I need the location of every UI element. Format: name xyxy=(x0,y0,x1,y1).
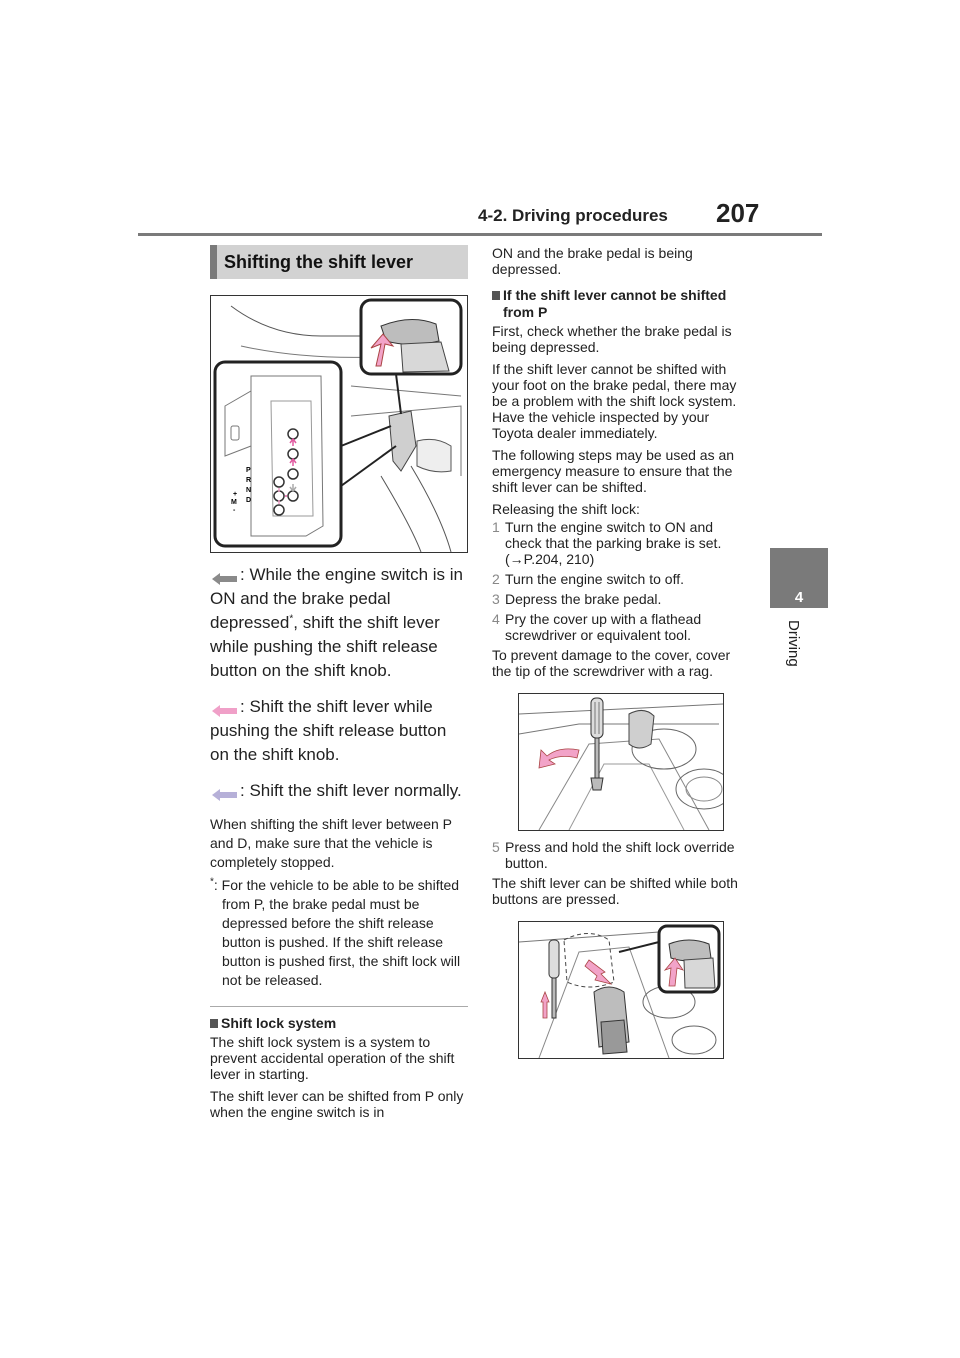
legend-item-pink: : Shift the shift lever while pushing the shift release button on the shift knob. xyxy=(210,697,447,764)
pry-cover-drawing xyxy=(519,694,723,830)
shift-lock-para2-cont: ON and the brake pedal is being depressed. xyxy=(492,245,693,277)
cannot-shift-para1: First, check whether the brake pedal is being depressed. xyxy=(492,323,732,355)
shift-lock-para2: The shift lever can be shifted from P only when the engine switch is in xyxy=(210,1088,464,1120)
legend-item-purple: : Shift the shift lever normally. xyxy=(210,779,468,803)
divider xyxy=(210,1006,468,1007)
pink-arrow-icon xyxy=(210,701,240,715)
shift-note: When shifting the shift lever between P and D, make sure that the vehicle is completely stopped. xyxy=(210,816,452,870)
step-1: 1 Turn the engine switch to ON and check that the parking brake is set. (→P.204, 210) xyxy=(492,519,722,567)
shift-lock-heading: Shift lock system xyxy=(210,1015,468,1032)
shift-lock-para1: The shift lock system is a system to prevent accidental operation of the shift lever in starting. xyxy=(210,1034,455,1082)
gear-label-minus: - xyxy=(233,507,236,514)
cannot-shift-para4: To prevent damage to the cover, cover the tip of the screwdriver with a rag. xyxy=(492,647,731,679)
step-2: 2 Turn the engine switch to off. xyxy=(492,571,684,587)
arrow-legend xyxy=(210,563,468,803)
header-rule xyxy=(138,233,822,236)
gear-label-r: R xyxy=(246,477,252,484)
releasing-label: Releasing the shift lock: xyxy=(492,501,640,517)
cannot-shift-heading: If the shift lever cannot be shifted from P xyxy=(492,287,750,321)
section-title: Shifting the shift lever xyxy=(210,245,468,279)
legend-item-gray: : While the engine switch is in ON and the brake pedal depressed*, shift the shift lever while pushing the shift release button on the shift knob. xyxy=(210,565,463,680)
ref-arrow-icon: → xyxy=(509,551,524,567)
override-button-drawing xyxy=(519,922,723,1058)
gear-label-plus: + xyxy=(233,491,238,498)
square-bullet-icon xyxy=(210,1019,218,1028)
chapter-name: Driving xyxy=(785,620,802,667)
step-3: 3 Depress the brake pedal. xyxy=(492,591,662,607)
purple-arrow-icon xyxy=(210,785,240,799)
right-column xyxy=(492,245,750,1059)
square-bullet-icon xyxy=(492,291,500,300)
pry-cover-illustration xyxy=(518,693,724,831)
step-5: 5 Press and hold the shift lock override button. xyxy=(492,839,735,871)
shift-lever-illustration xyxy=(210,295,468,553)
section-heading: 4-2. Driving procedures xyxy=(478,206,668,225)
cannot-shift-para5: The shift lever can be shifted while both buttons are pressed. xyxy=(492,875,738,907)
chapter-tab: 4 xyxy=(770,548,828,608)
left-column xyxy=(210,245,468,1126)
step-4: 4 Pry the cover up with a flathead screwdriver or equivalent tool. xyxy=(492,611,702,643)
footnote: *: For the vehicle to be able to be shifted from P, the brake pedal must be depressed before the shift release button is pushed. If the shift release button is pushed first, the shift lock will not be released. xyxy=(210,876,461,988)
gear-label-p: P xyxy=(246,467,251,474)
shift-lever-drawing xyxy=(211,296,467,552)
override-button-illustration xyxy=(518,921,724,1059)
gear-label-n: N xyxy=(246,487,252,494)
gear-label-m: M xyxy=(231,499,237,506)
gear-label-d: D xyxy=(246,497,252,504)
cannot-shift-para3: The following steps may be used as an emergency measure to ensure that the shift lever can be shifted. xyxy=(492,447,735,495)
cannot-shift-para2: If the shift lever cannot be shifted with your foot on the brake pedal, there may be a problem with the shift lock system. Have the vehicle inspected by your Toyota dealer immediately. xyxy=(492,361,737,441)
page-number: 207 xyxy=(716,198,760,228)
gray-arrow-icon xyxy=(210,569,240,583)
